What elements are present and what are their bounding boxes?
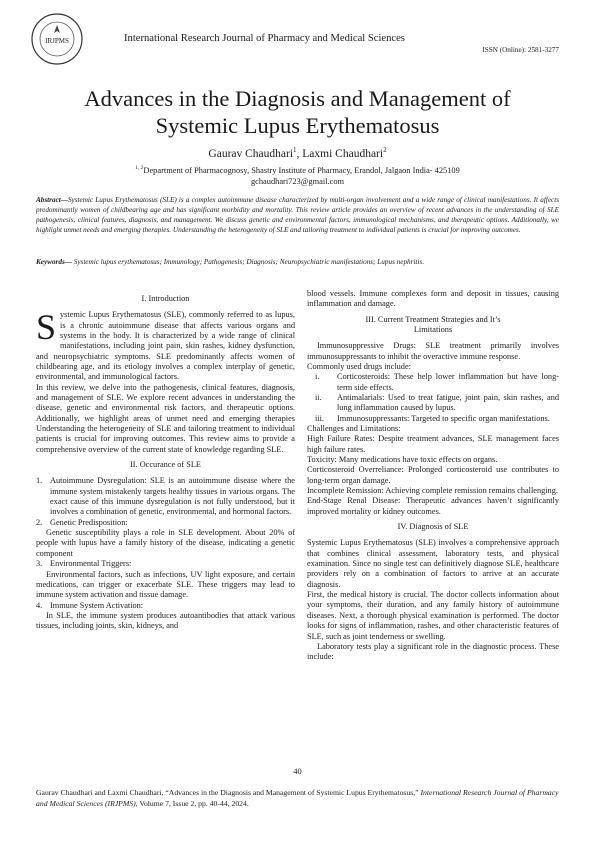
occurance-list (36, 476, 295, 528)
common-drugs-label: Commonly used drugs include: (307, 361, 411, 371)
author-email: gchaudhari723@gmail.com (250, 176, 345, 186)
affiliation: $^{1, 2}$Department of Pharmacognosy, Shastry Institute of Pharmacy, Erandol, Jalgaon India- 425109 gchaudhari723@gmail.com (0, 163, 595, 187)
page-number: 40 (293, 766, 302, 776)
diagnosis-paragraph-3: Laboratory tests play a significant role in the diagnostic process. These include: (307, 641, 559, 662)
abstract: Abstract—Systemic Lupus Erythematosus (SLE) is a complex autoimmune disease characterized by multi-organ involvement and a wide range of clinical manifestations. It affects predominantly women of childbearing age and has significant morbidity and mortality. This review article provides an overview of recent advances in the understanding of SLE pathogenesis, clinical features, diagnosis, and management. We discuss genetic and environmental factors, immunological mechanisms, and therapeutic options. Additionally, we highlight unmet needs and emerging therapies. Understanding the heterogeneity of SLE and tailoring treatment to individual patients is crucial for improving outcomes. (36, 196, 559, 235)
list-item: iii. Immunosuppressants: Targeted to specific organ manifestations. (315, 413, 550, 423)
genetic-paragraph: Genetic susceptibility plays a role in SLE development. About 20% of people with lupus have a family history of the disease, indicating a genetic component (36, 528, 295, 558)
list-item: 3. Environmental Triggers: (36, 559, 132, 569)
section-heading-occurance: II. Occurance of SLE (130, 460, 201, 470)
challenges-line: Toxicity: Many medications have toxic effects on organs. (307, 455, 498, 465)
journal-name: International Research Journal of Pharmacy and Medical Sciences (124, 33, 405, 44)
intro-paragraph-2: In this review, we delve into the pathogenesis, clinical features, diagnosis, and management of SLE. We explore recent advances in understanding the disease, genetic and environmental risk factors, and therapeutic options. Additionally, we highlight areas of unmet need and emerging therapies Understanding the heterogeneity of SLE and tailoring treatment to individual patients is crucial for improving outcomes. This review aims to provide a comprehensive overview of the current state of knowledge regarding SLE. (36, 382, 295, 454)
section-heading-diagnosis: IV. Diagnosis of SLE (397, 522, 469, 532)
challenges-line: Corticosteroid Overreliance: Prolonged corticosteroid use contributes to long-term organ damage. (307, 465, 559, 485)
list-item: 4. Immune System Activation: (36, 600, 144, 610)
keywords: Keywords— Systemic lupus erythematosus; Immunology; Pathogenesis; Diagnosis; Neuropsychiatric manifestations; Lupus nephritis. (36, 258, 425, 266)
issn: ISSN (Online): 2581-3277 (482, 46, 559, 54)
immune-paragraph: In SLE, the immune system produces autoantibodies that attack various tissues, including joints, skin, kidneys, and (36, 610, 295, 631)
list-item: 2. Genetic Predisposition: (36, 517, 128, 527)
left-column (36, 289, 295, 632)
paper-title: Advances in the Diagnosis and Management of Systemic Lupus Erythematosus (84, 86, 511, 138)
drugs-list (307, 372, 559, 424)
list-item: ii. Antimalarials: Used to treat fatigue, joint pain, skin rashes, and lung inflammation caused by lupus. (315, 393, 559, 413)
drop-cap: S (36, 307, 57, 348)
journal-logo (30, 12, 84, 66)
svg-text:IRJPMS: IRJPMS (45, 37, 69, 45)
list-item: i. Corticosteroids: These help lower inflammation but have long-term side effects. (315, 372, 559, 392)
authors: Gaurav Chaudhari$^1$, Laxmi Chaudhari$^2$ (208, 146, 387, 160)
environment-paragraph: Environmental factors, such as infections, UV light exposure, and certain medications, can trigger or exacerbate SLE. These triggers may lead to immune system activation and tissue damage. (36, 569, 295, 600)
section-heading-treatment: III. Current Treatment Strategies and It’s Limitations (365, 314, 501, 334)
diagnosis-paragraph-2: First, the medical history is crucial. The doctor collects information about your symptoms, their duration, and any family history of autoimmune diseases. Next, a thorough physical examination is performed. The doctor looks for signs of inflammation, rashes, and other characteristic features of SLE, such as joint tenderness or swelling. (307, 590, 559, 641)
diagnosis-paragraph-1: Systemic Lupus Erythematosus (SLE) involves a comprehensive approach that combines clinical assessment, laboratory tests, and physical examination. Since no single test can definitively diagnose SLE, healthcare providers rely on a combination of factors to arrive at an accurate diagnosis. (307, 538, 559, 589)
challenges-line: High Failure Rates: Despite treatment advances, SLE management faces high failure rates. (307, 434, 559, 454)
section-heading-introduction: I. Introduction (141, 294, 190, 303)
citation-footer: Gaurav Chaudhari and Laxmi Chaudhari, “Advances in the Diagnosis and Management of Systemic Lupus Erythematosus,” International Research Journal of Pharmacy and Medical Sciences (IRJPMS), Volume 7, Issue 2, pp. 40-44, 2024. (36, 788, 559, 808)
right-column (307, 289, 559, 663)
continued-paragraph: blood vessels. Immune complexes form and deposit in tissues, causing inflammation and damage. (307, 289, 559, 309)
list-item: 1. Autoimmune Dysregulation: SLE is an autoimmune disease where the immune system mistakenly targets healthy tissues in various organs. The exact cause of this immune dysregulation is not fully understood, but it involves a combination of genetic, environmental, and hormonal factors. (36, 476, 295, 517)
challenges-line: End-Stage Renal Disease: Therapeutic advances haven’t significantly improved mortality or kidney outcomes. (307, 496, 559, 516)
intro-paragraph-1: Systemic Lupus Erythematosus (SLE), commonly referred to as lupus, is a chronic autoimmune disease that affects various organs and systems in the body. It is characterized by a wide range of clinical manifestations, including joint pain, skin rashes, kidney dysfunction, and neuropsychiatric symptoms. SLE predominantly affects women of childbearing age, and its etiology involves a complex interplay of genetic, environmental, and immunological factors. (36, 307, 295, 382)
challenges-line: Incomplete Remission: Achieving complete remission remains challenging. (307, 486, 558, 496)
drugs-paragraph: Immunosuppressive Drugs: SLE treatment primarily involves immunosuppressants to inhibit the overactive immune response. (307, 341, 559, 361)
challenges-line: Challenges and Limitations: (307, 424, 401, 434)
